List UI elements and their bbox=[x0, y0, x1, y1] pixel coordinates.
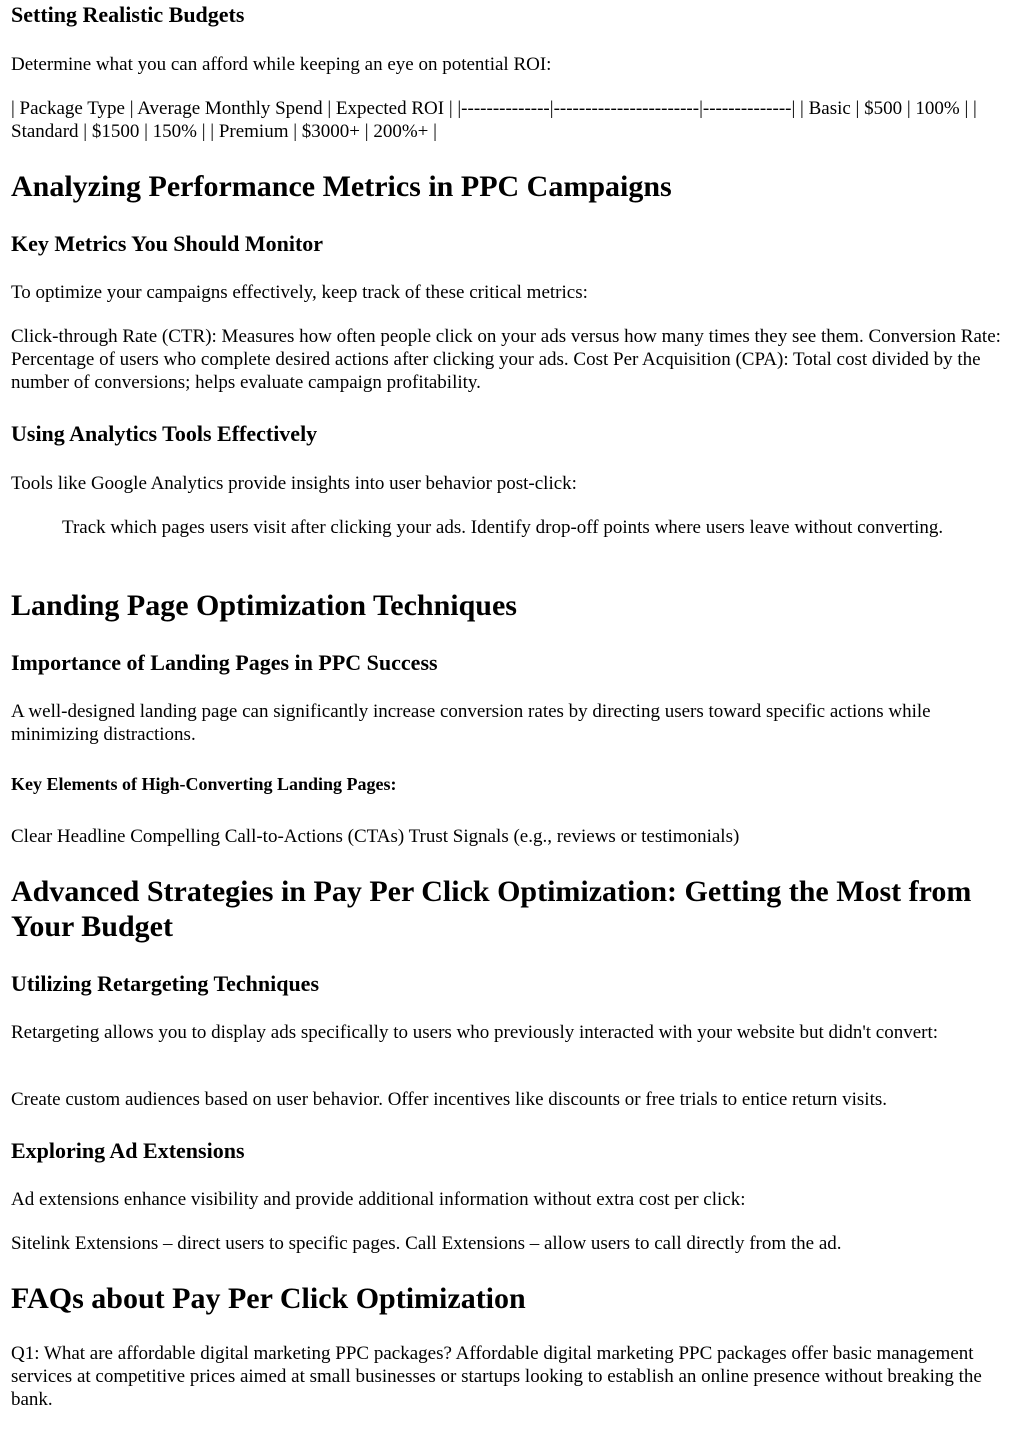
analytics-intro: Tools like Google Analytics provide insights into user behavior post-click: bbox=[11, 473, 577, 494]
landing-elements-list: Clear Headline Compelling Call-to-Actions (CTAs) Trust Signals (e.g., reviews or testimonials) bbox=[11, 826, 740, 847]
analytics-heading: Using Analytics Tools Effectively bbox=[11, 421, 318, 446]
faq-title: FAQs about Pay Per Click Optimization bbox=[11, 1282, 526, 1315]
extensions-intro: Ad extensions enhance visibility and provide additional information without extra cost per click: bbox=[11, 1189, 746, 1210]
retargeting-intro: Retargeting allows you to display ads specifically to users who previously interacted with your website but didn't convert: bbox=[11, 1022, 939, 1043]
budgets-heading: Setting Realistic Budgets bbox=[11, 2, 245, 27]
landing-importance-heading: Importance of Landing Pages in PPC Success bbox=[11, 650, 438, 675]
retargeting-list: Create custom audiences based on user behavior. Offer incentives like discounts or free trials to entice return visits. bbox=[11, 1089, 888, 1110]
key-metrics-heading: Key Metrics You Should Monitor bbox=[11, 231, 324, 256]
faq-question-1: Q1: What are affordable digital marketing PPC packages? Affordable digital marketing PPC packages offer basic management services at competitive prices aimed at small businesses or startups looking to establish an online presence without breaking the bank. bbox=[11, 1343, 982, 1410]
landing-importance-text: A well-designed landing page can significantly increase conversion rates by directing users toward specific actions while minimizing distractions. bbox=[11, 701, 931, 745]
extensions-list: Sitelink Extensions – direct users to specific pages. Call Extensions – allow users to call directly from the ad. bbox=[11, 1233, 842, 1254]
landing-title: Landing Page Optimization Techniques bbox=[11, 589, 517, 622]
retargeting-heading: Utilizing Retargeting Techniques bbox=[11, 971, 320, 996]
advanced-title: Advanced Strategies in Pay Per Click Optimization: Getting the Most from Your Budget bbox=[11, 875, 972, 943]
extensions-heading: Exploring Ad Extensions bbox=[11, 1138, 245, 1163]
landing-elements-heading: Key Elements of High-Converting Landing Pages: bbox=[11, 774, 397, 794]
budgets-table-text: | Package Type | Average Monthly Spend | Expected ROI | |--------------|-----------------------|--------------| | Basic | $500 | 100% | | Standard | $1500 | 150% | | Premium | $3000+ | 200%+ | bbox=[11, 98, 977, 142]
budgets-intro: Determine what you can afford while keeping an eye on potential ROI: bbox=[11, 54, 552, 75]
key-metrics-list: Click-through Rate (CTR): Measures how often people click on your ads versus how many times they see them. Conversion Rate: Percentage of users who complete desired actions after clicking your ads. Cost Per Acquisition (CPA): Total cost divided by the number of conversions; helps evaluate campaign profitability. bbox=[11, 326, 1001, 393]
metrics-title: Analyzing Performance Metrics in PPC Campaigns bbox=[11, 170, 672, 203]
key-metrics-intro: To optimize your campaigns effectively, keep track of these critical metrics: bbox=[11, 282, 588, 303]
analytics-quote: Track which pages users visit after clicking your ads. Identify drop-off points where users leave without converting. bbox=[62, 517, 944, 538]
